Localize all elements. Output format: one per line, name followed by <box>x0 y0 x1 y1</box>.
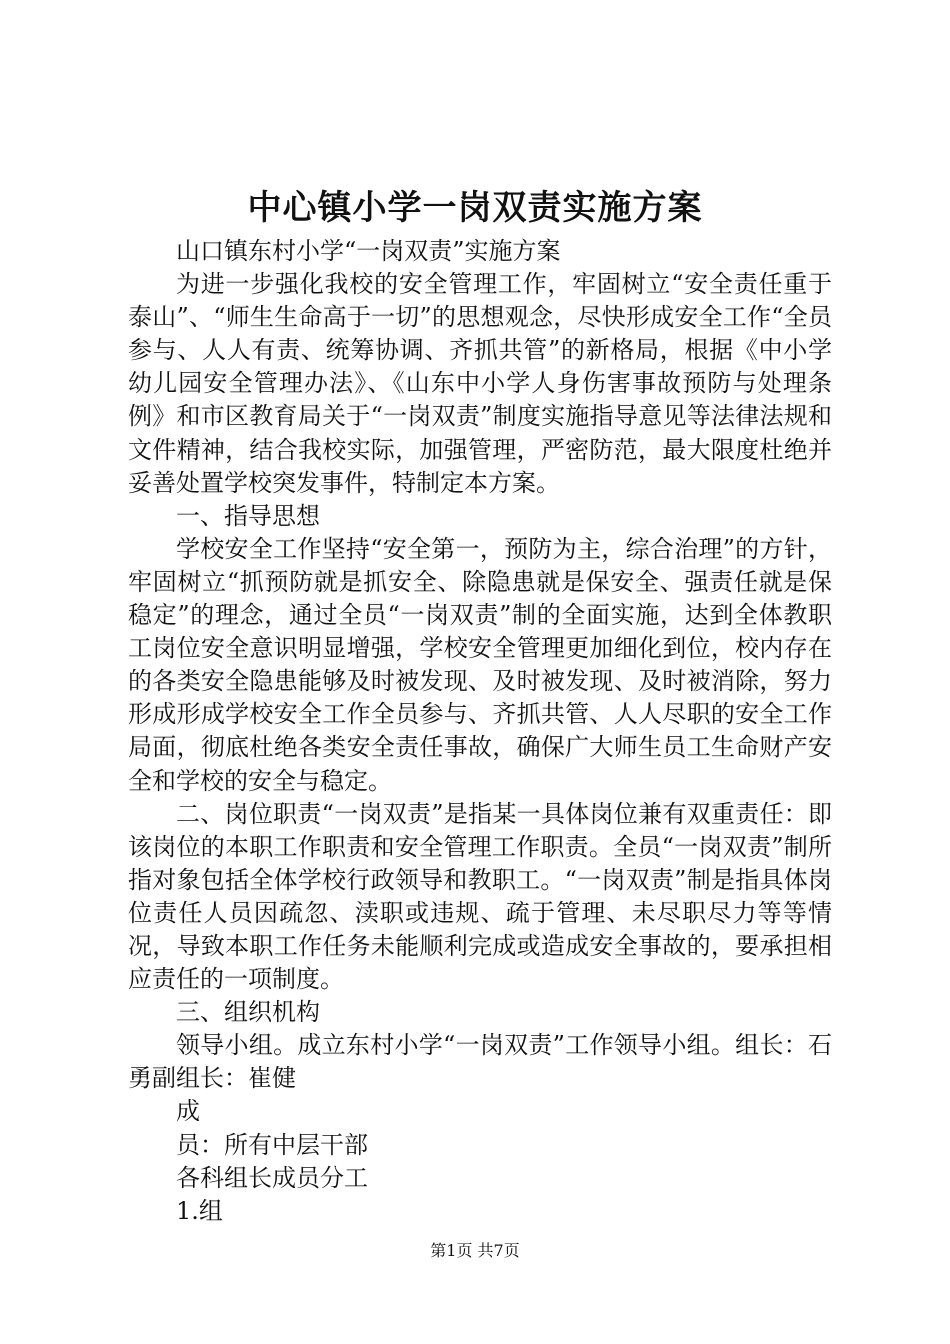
post-duties-paragraph: 二、岗位职责“一岗双责”是指某一具体岗位兼有双重责任：即该岗位的本职工作职责和安全管理工作职责。全员“一岗双责”制所指对象包括全体学校行政领导和教职工。“一岗双责”制是指具体岗位责任人员因疏忽、渎职或违规、疏于管理、未尽职尽力等等情况，导致本职工作任务未能顺利完成或造成安全事故的，要承担相应责任的一项制度。 <box>128 799 832 994</box>
document-title: 中心镇小学一岗双责实施方案 <box>247 188 703 228</box>
division-of-labor-line: 各科组长成员分工 <box>176 1163 368 1192</box>
page-footer: 第1页 共7页 <box>430 1241 520 1260</box>
members-label-line: 成 <box>176 1097 200 1126</box>
section-heading-organization: 三、组织机构 <box>176 998 320 1027</box>
document-body <box>128 235 832 1228</box>
subtitle-paragraph: 山口镇东村小学“一岗双责”实施方案 <box>176 237 561 265</box>
intro-paragraph: 为进一步强化我校的安全管理工作，牢固树立“安全责任重于泰山”、“师生生命高于一切”的思想观念，尽快形成安全工作“全员参与、人人有责、统筹协调、齐抓共管”的新格局，根据《中小学幼儿园安全管理办法》、《山东中小学人身伤害事故预防与处理条例》和市区教育局关于“一岗双责”制度实施指导意见等法律法规和文件精神，结合我校实际，加强管理，严密防范，最大限度杜绝并妥善处置学校突发事件，特制定本方案。 <box>128 270 832 497</box>
list-item-line: 1.组 <box>176 1196 223 1225</box>
guiding-ideas-paragraph: 学校安全工作坚持“安全第一，预防为主，综合治理”的方针，牢固树立“抓预防就是抓安全、除隐患就是保安全、强责任就是保稳定”的理念，通过全员“一岗双责”制的全面实施，达到全体教职工岗位安全意识明显增强，学校安全管理更加细化到位，校内存在的各类安全隐患能够及时被发现、及时被发现、及时被消除，努力形成形成学校安全工作全员参与、齐抓共管、人人尽职的安全工作局面，彻底杜绝各类安全责任事故，确保广大师生员工生命财产安全和学校的安全与稳定。 <box>128 534 832 795</box>
section-heading-guiding-ideas: 一、指导思想 <box>176 501 320 530</box>
members-line: 员：所有中层干部 <box>176 1130 368 1159</box>
leadership-group-paragraph: 领导小组。成立东村小学“一岗双责”工作领导小组。组长：石勇副组长：崔健 <box>128 1031 832 1093</box>
